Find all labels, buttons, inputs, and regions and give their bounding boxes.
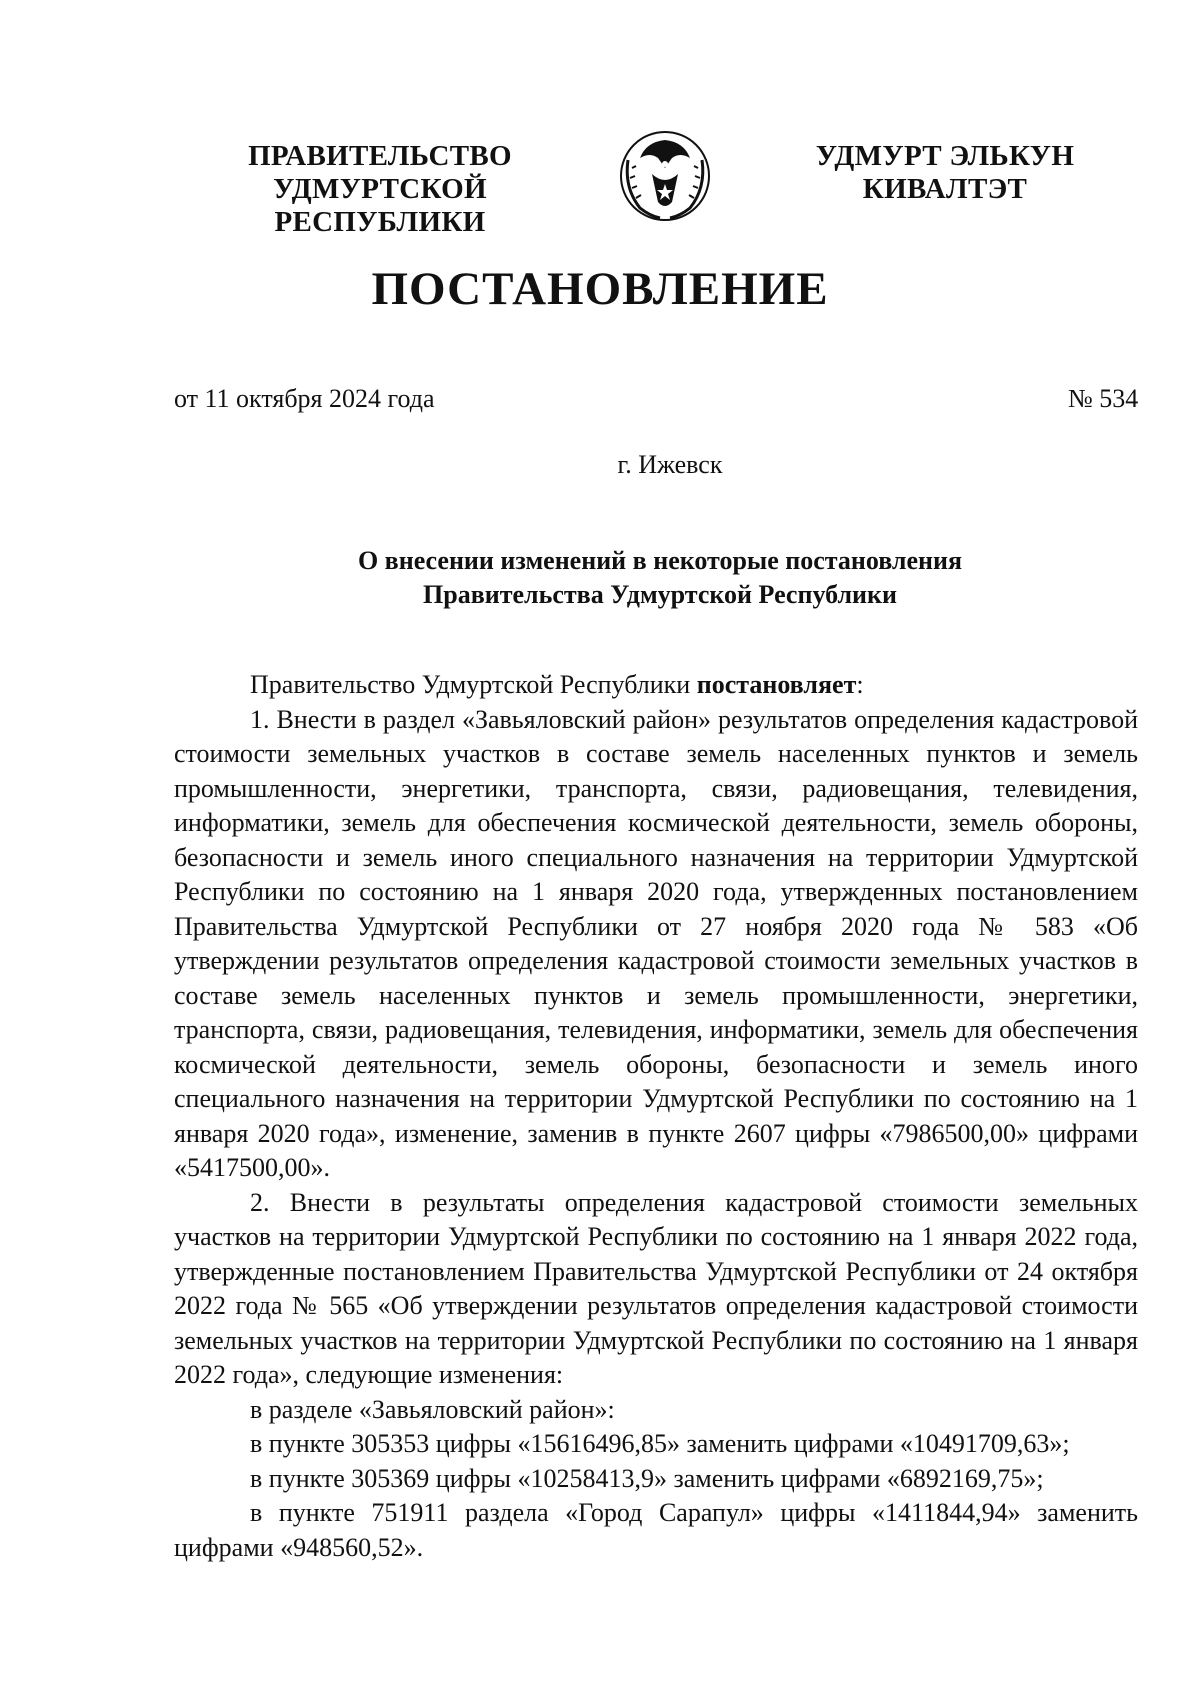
document-body bbox=[174, 668, 1138, 1565]
header-left-line2: УДМУРТСКОЙ РЕСПУБЛИКИ bbox=[273, 173, 487, 238]
paragraph-section: в разделе «Завьяловский район»: bbox=[250, 1394, 615, 1424]
preamble-colon: : bbox=[856, 670, 864, 699]
header-right-line2: КИВАЛТЭТ bbox=[862, 173, 1028, 205]
preamble-bold-verb: постановляет bbox=[696, 670, 857, 699]
paragraph-1: 1. Внести в раздел «Завьяловский район» результатов определения кадастровой стоимости земельных участков в составе земель населенных пунктов и земель промышленности, энергетики, транспорта, связи, радиовещания, телевидения, информатики, земель для обеспечения космической деятельности, земель обороны, безопасности и земель иного специального назначения на территории Удмуртской Республики по состоянию на 1 января 2020 года, утвержденных постановлением Правительства Удмуртской Республики от 27 ноября 2020 года № 583 «Об утверждении результатов определения кадастровой стоимости земельных участков в составе земель населенных пунктов и земель промышленности, энергетики, транспорта, связи, радиовещания, телевидения, информатики, земель для обеспечения космической деятельности, земель обороны, безопасности и земель иного специального назначения на территории Удмуртской Республики по состоянию на 1 января 2020 года», изменение, заменив в пункте 2607 цифры «7986500,00» цифрами «5417500,00». bbox=[174, 704, 1138, 1182]
preamble-paragraph bbox=[174, 668, 1138, 703]
header-right-line1: УДМУРТ ЭЛЬКУН bbox=[815, 140, 1075, 172]
paragraph-2: 2. Внести в результаты определения кадастровой стоимости земельных участков на территории Удмуртской Республики по состоянию на 1 января 2022 года, утвержденные постановлением Правительства Удмуртской Республики от 24 октября 2022 года № 565 «Об утверждении результатов определения кадастровой стоимости земельных участков на территории Удмуртской Республики по состоянию на 1 января 2022 года», следующие изменения: bbox=[174, 1187, 1138, 1389]
udmurt-coat-of-arms-icon bbox=[610, 118, 720, 228]
document-city: г. Ижевск bbox=[617, 450, 723, 479]
header-left-line1: ПРАВИТЕЛЬСТВО bbox=[248, 140, 512, 172]
header-government-ru bbox=[165, 140, 595, 239]
preamble-text: Правительство Удмуртской Республики bbox=[250, 670, 697, 699]
header-government-udm bbox=[805, 140, 1085, 206]
document-type-heading: ПОСТАНОВЛЕНИЕ bbox=[371, 263, 829, 315]
title-line1: О внесении изменений в некоторые постановления bbox=[357, 546, 963, 575]
document-date: от 11 октября 2024 года bbox=[174, 384, 435, 413]
document-title bbox=[160, 544, 1160, 612]
paragraph-item-305369: в пункте 305369 цифры «10258413,9» заменить цифрами «6892169,75»; bbox=[250, 1463, 1044, 1493]
title-line2: Правительства Удмуртской Республики bbox=[423, 580, 897, 609]
paragraph-item-305353: в пункте 305353 цифры «15616496,85» заменить цифрами «10491709,63»; bbox=[250, 1429, 1070, 1458]
paragraph-item-751911: в пункте 751911 раздела «Город Сарапул» цифры «1411844,94» заменить цифрами «948560,52». bbox=[174, 1498, 1138, 1562]
document-number: № 534 bbox=[1068, 384, 1139, 413]
